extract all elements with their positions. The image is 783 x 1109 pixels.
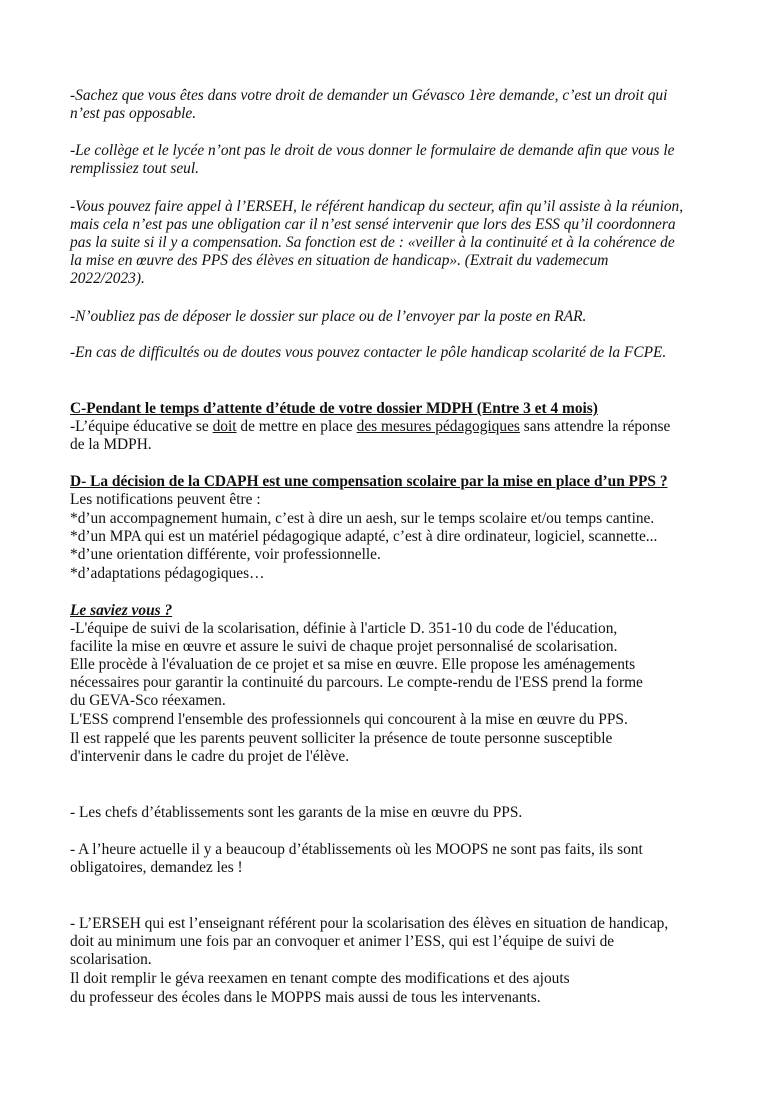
- section-d-intro: Les notifications peuvent être :: [70, 491, 261, 508]
- tip-fcpe: -En cas de difficultés ou de doutes vous pouvez contacter le pôle handicap scolarité de la FCPE.: [70, 344, 667, 361]
- note-chefs: - Les chefs d’établissements sont les garants de la mise en œuvre du PPS.: [70, 804, 523, 821]
- tip-erseh-line-1: -Vous pouvez faire appel à l’ERSEH, le référent handicap du secteur, afin qu’il assiste à la réunion,: [70, 198, 684, 215]
- section-c-mesures: des mesures pédagogiques: [356, 418, 520, 435]
- tip-deposer: -N’oubliez pas de déposer le dossier sur place ou de l’envoyer par la poste en RAR.: [70, 308, 587, 325]
- section-d-item: *d’un accompagnement humain, c’est à dire un aesh, sur le temps scolaire et/ou temps cantine.: [70, 510, 655, 527]
- section-c-text-b: de mettre en place: [236, 418, 357, 435]
- note-erseh-line: Il doit remplir le géva reexamen en tenant compte des modifications et des ajouts: [70, 970, 570, 987]
- tip-erseh-line-5: 2022/2023).: [70, 270, 145, 287]
- section-d-item: *d’adaptations pédagogiques…: [70, 565, 265, 582]
- note-moops-line-2: obligatoires, demandez les !: [70, 859, 243, 876]
- note-moops-line-1: - A l’heure actuelle il y a beaucoup d’établissements où les MOOPS ne sont pas faits, ils sont: [70, 841, 643, 858]
- tip-erseh-line-2: mais cela n’est pas une obligation car il n’est sensé intervenir que lors des ESS qu’il coordonnera: [70, 216, 676, 233]
- tip-formulaire-line-2: remplissiez tout seul.: [70, 160, 199, 177]
- saviez-heading: Le saviez vous ?: [70, 602, 173, 619]
- section-d-item: *d’une orientation différente, voir professionnelle.: [70, 546, 381, 563]
- section-c-text-a: -L’équipe éducative se: [70, 418, 213, 435]
- saviez-line: facilite la mise en œuvre et assure le suivi de chaque projet personnalisé de scolarisation.: [70, 638, 618, 655]
- saviez-line: L'ESS comprend l'ensemble des professionnels qui concourent à la mise en œuvre du PPS.: [70, 711, 628, 728]
- note-erseh-line: - L’ERSEH qui est l’enseignant référent pour la scolarisation des élèves en situation de handicap,: [70, 915, 669, 932]
- saviez-line: du GEVA-Sco réexamen.: [70, 692, 226, 709]
- section-c-text-c: sans attendre la réponse: [519, 418, 671, 435]
- section-c-line-2: de la MDPH.: [70, 436, 152, 453]
- tip-formulaire-line-1: -Le collège et le lycée n’ont pas le droit de vous donner le formulaire de demande afin que vous le: [70, 142, 675, 159]
- note-erseh-line: du professeur des écoles dans le MOPPS mais aussi de tous les intervenants.: [70, 989, 541, 1006]
- saviez-line: d'intervenir dans le cadre du projet de l'élève.: [70, 748, 350, 765]
- section-d-item: *d’un MPA qui est un matériel pédagogique adapté, c’est à dire ordinateur, logiciel, scannette...: [70, 528, 658, 545]
- section-c-doit: doit: [212, 418, 237, 435]
- saviez-line: Elle procède à l'évaluation de ce projet et sa mise en œuvre. Elle propose les aménagements: [70, 656, 636, 673]
- tip-gevasco-line-1: -Sachez que vous êtes dans votre droit de demander un Gévasco 1ère demande, c’est un droit qui: [70, 87, 668, 104]
- tip-erseh-line-4: la mise en œuvre des PPS des élèves en situation de handicap». (Extrait du vademecum: [70, 252, 609, 269]
- section-c-heading: C-Pendant le temps d’attente d’étude de votre dossier MDPH (Entre 3 et 4 mois): [70, 400, 598, 417]
- section-c-line-1: [70, 418, 670, 436]
- saviez-line: -L'équipe de suivi de la scolarisation, définie à l'article D. 351-10 du code de l'éducation,: [70, 620, 618, 637]
- tip-gevasco-line-2: n’est pas opposable.: [70, 105, 197, 122]
- saviez-line: Il est rappelé que les parents peuvent solliciter la présence de toute personne susceptible: [70, 730, 613, 747]
- section-d-heading: D- La décision de la CDAPH est une compensation scolaire par la mise en place d’un PPS ?: [70, 473, 668, 490]
- note-erseh-line: scolarisation.: [70, 951, 152, 968]
- saviez-line: nécessaires pour garantir la continuité du parcours. Le compte-rendu de l'ESS prend la forme: [70, 674, 643, 691]
- note-erseh-line: doit au minimum une fois par an convoquer et animer l’ESS, qui est l’équipe de suivi de: [70, 933, 615, 950]
- tip-erseh-line-3: pas la suite si il y a compensation. Sa fonction est de : «veiller à la continuité et à la cohérence de: [70, 234, 675, 251]
